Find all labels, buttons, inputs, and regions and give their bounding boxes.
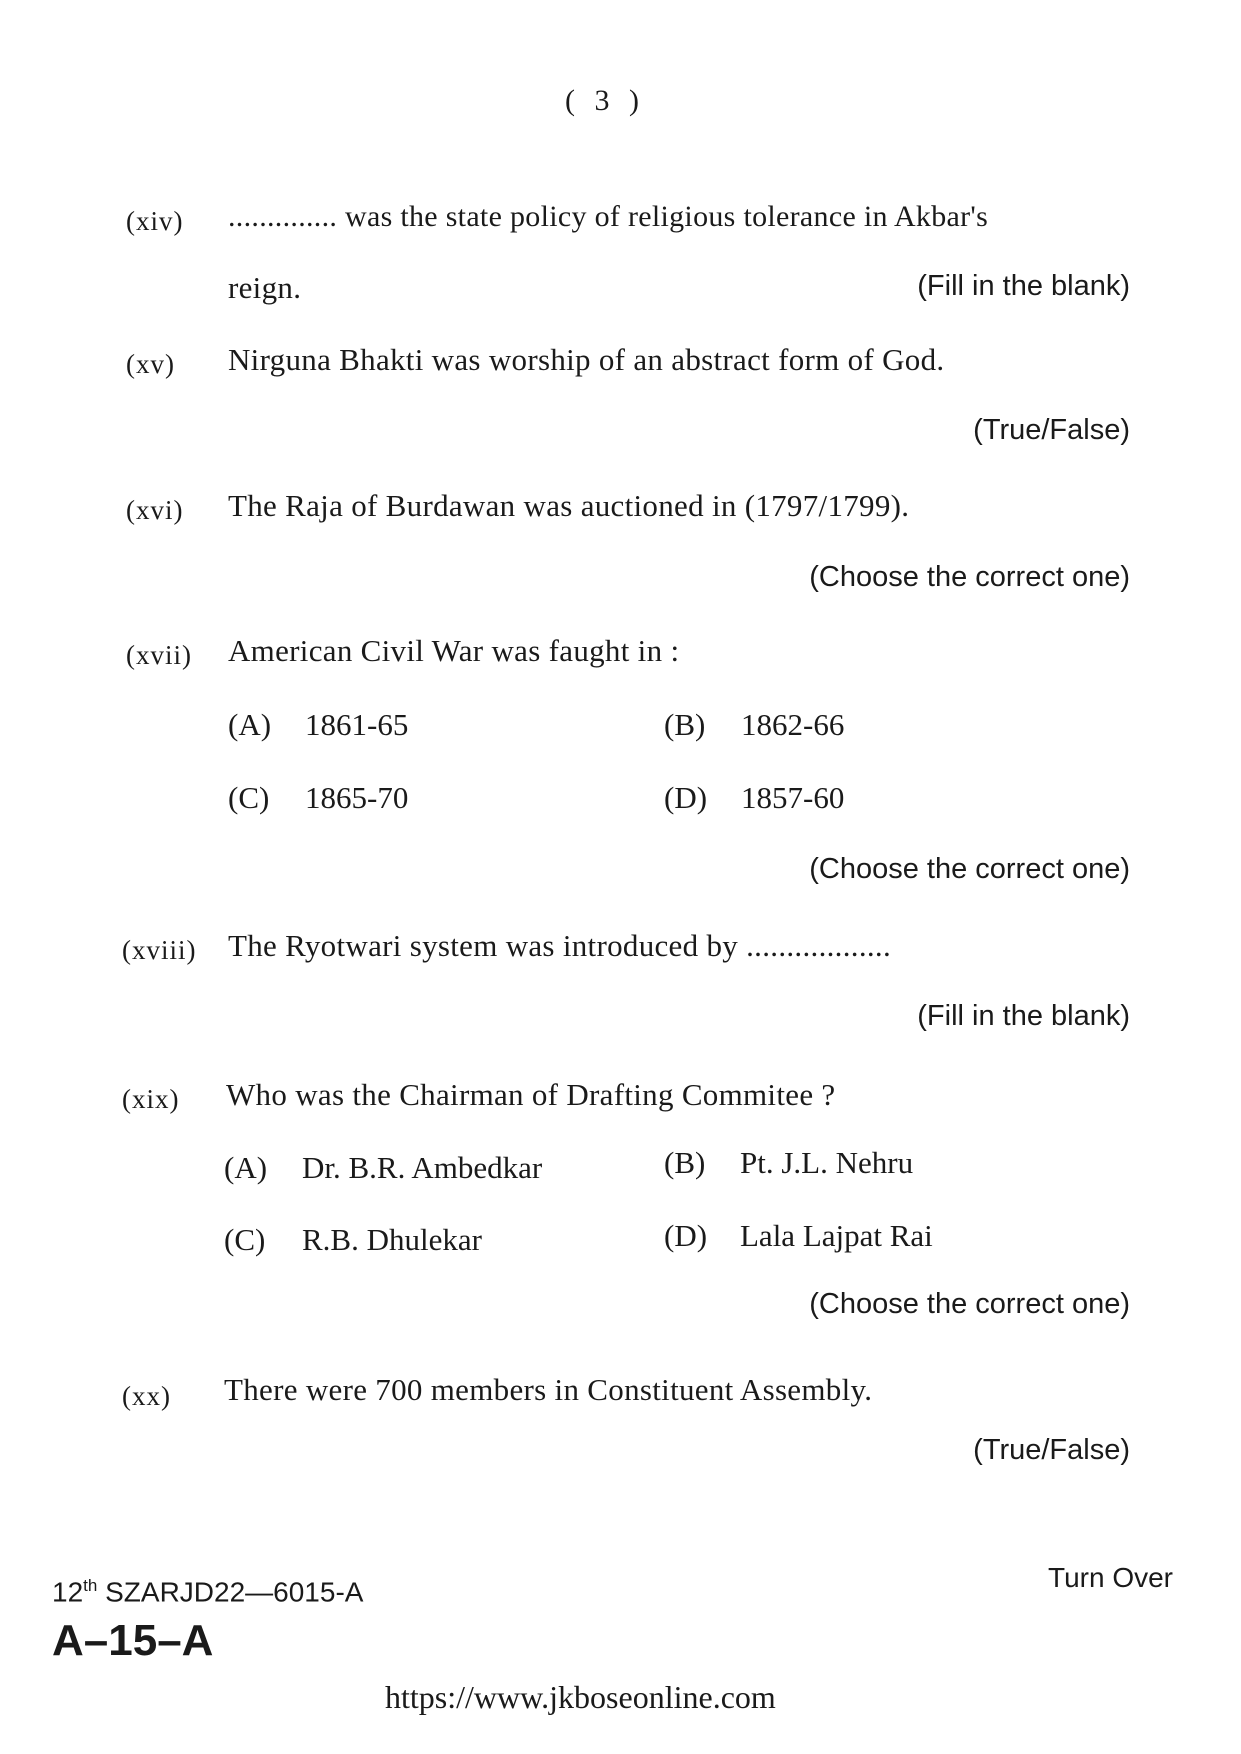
option-text: 1857-60 [741,780,845,815]
question-number: (xvii) [126,640,192,670]
question-number: (xv) [126,349,175,379]
question-text: There were 700 members in Constituent Assembly. [224,1372,873,1407]
option-label: (A) [224,1150,268,1185]
question-number: (xvi) [126,495,184,525]
source-url[interactable]: https://www.jkboseonline.com [385,1679,776,1715]
option-text: 1865-70 [305,780,409,815]
question-text: The Raja of Burdawan was auctioned in (1797/1799). [228,488,910,523]
option-text: Pt. J.L. Nehru [740,1145,914,1180]
option-label: (B) [664,707,706,742]
set-code: A–15–A [52,1616,214,1665]
question-instruction: (Choose the correct one) [809,853,1130,885]
question-instruction: (Fill in the blank) [917,270,1130,302]
option-label: (B) [664,1145,706,1180]
class-superscript: th [83,1576,98,1595]
option-text: Dr. B.R. Ambedkar [302,1150,543,1185]
option-label: (D) [664,780,708,815]
question-number: (xiv) [126,206,184,236]
option-text: 1861-65 [305,707,409,742]
question-text: American Civil War was faught in : [228,633,680,668]
option-text: R.B. Dhulekar [302,1222,482,1257]
option-text: 1862-66 [741,707,845,742]
paper-code-line [52,1576,363,1608]
question-text: Nirguna Bhakti was worship of an abstract form of God. [228,342,945,377]
question-text: The Ryotwari system was introduced by .................. [228,928,892,963]
question-instruction: (True/False) [973,414,1130,446]
question-number: (xix) [122,1084,180,1114]
question-text: .............. was the state policy of religious tolerance in Akbar's [228,200,989,233]
option-text: Lala Lajpat Rai [740,1218,933,1253]
page-number: ( 3 ) [565,84,645,117]
question-text-continued: reign. [228,270,302,305]
paper-code: SZARJD22—6015-A [105,1576,364,1608]
turn-over-label: Turn Over [1048,1562,1173,1593]
option-label: (C) [228,780,270,815]
question-number: (xx) [122,1381,171,1411]
question-instruction: (Choose the correct one) [809,561,1130,593]
question-instruction: (Choose the correct one) [809,1288,1130,1320]
question-instruction: (Fill in the blank) [917,1000,1130,1032]
question-text: Who was the Chairman of Drafting Commitee ? [226,1077,836,1112]
option-label: (D) [664,1218,708,1253]
question-number: (xviii) [122,935,197,965]
option-label: (C) [224,1222,266,1257]
option-label: (A) [228,707,272,742]
class-number: 12 [52,1576,84,1608]
question-instruction: (True/False) [973,1434,1130,1466]
